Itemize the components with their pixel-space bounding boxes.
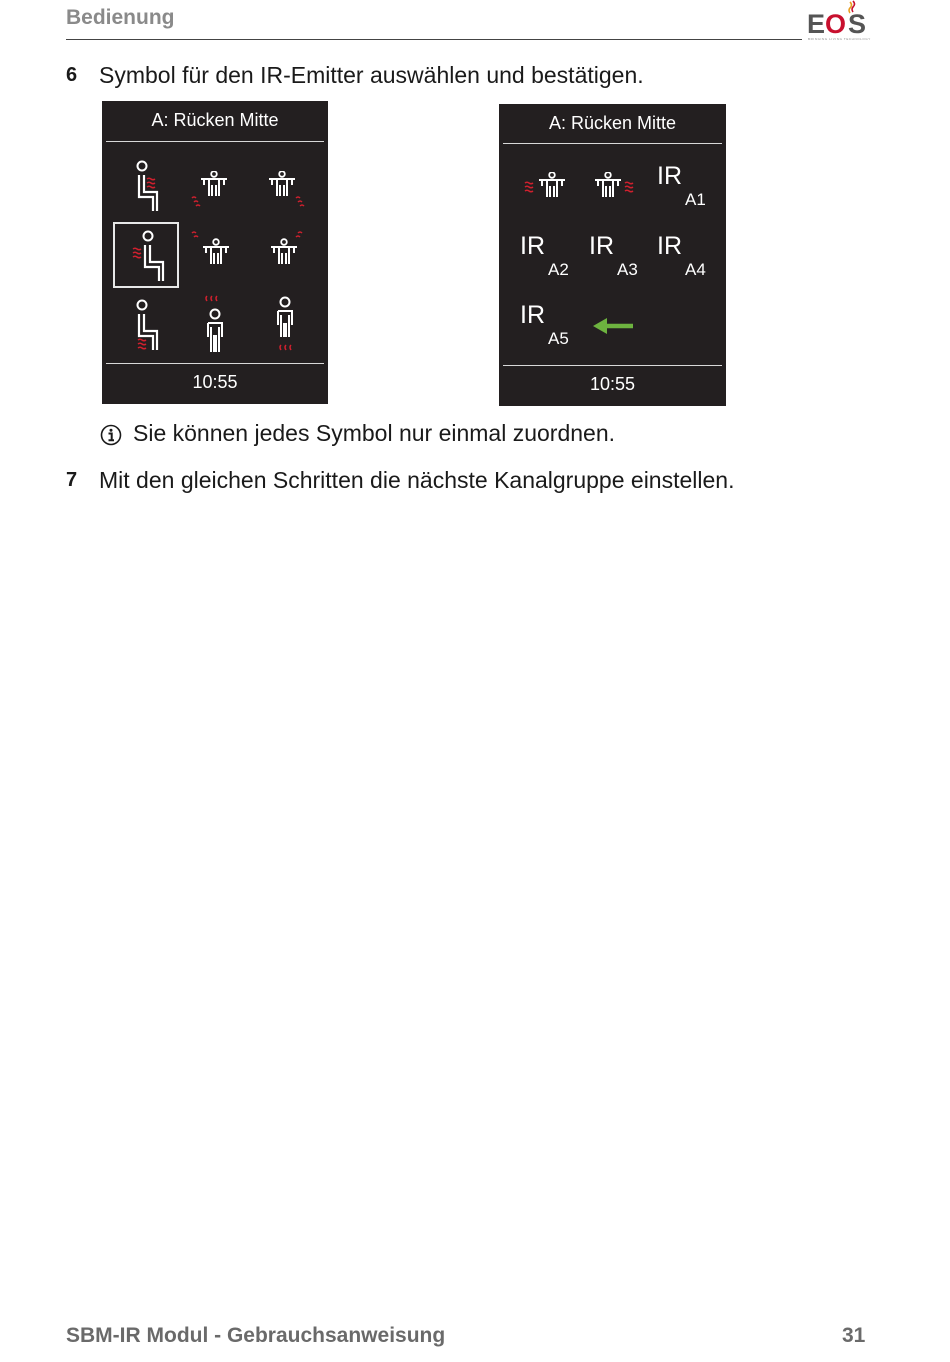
figure-arms-heat-left-icon[interactable]	[188, 171, 232, 213]
figure-arms-heat-upper-left-icon[interactable]	[188, 229, 232, 271]
ir-channel: A4	[685, 260, 706, 279]
screen-divider	[106, 363, 324, 364]
step-text: Mit den gleichen Schritten die nächste Kanalgruppe einstellen.	[99, 467, 735, 493]
figure-arms-heat-upper-right-icon[interactable]	[264, 229, 308, 271]
ir-emitter-a3[interactable]	[589, 232, 659, 292]
figure-arms-heat-left-icon[interactable]	[523, 172, 567, 204]
note-text: Sie können jedes Symbol nur einmal zuordnen.	[133, 420, 616, 446]
standing-head-heat-icon[interactable]	[198, 295, 230, 355]
header-title: Bedienung	[66, 6, 175, 29]
ir-emitter-a2[interactable]	[520, 232, 590, 292]
eos-logo	[806, 0, 872, 42]
screen-title: A: Rücken Mitte	[548, 113, 677, 133]
ir-label: IR	[657, 162, 682, 190]
figure-arms-heat-right-icon[interactable]	[264, 171, 308, 213]
seated-back-heat-selected-icon[interactable]	[128, 229, 168, 285]
standing-feet-heat-icon[interactable]	[270, 295, 302, 355]
screen-divider	[106, 141, 324, 142]
display-screen-icon-selection	[102, 101, 328, 404]
footer-document-title: SBM-IR Modul - Gebrauchsanweisung	[66, 1324, 446, 1347]
svg-text:E: E	[807, 9, 826, 39]
step-number: 7	[66, 469, 78, 491]
screen-time: 10:55	[589, 374, 636, 394]
svg-text:O: O	[825, 9, 847, 39]
screen-divider	[503, 143, 722, 144]
ir-emitter-a1[interactable]	[657, 162, 727, 222]
header-divider	[66, 39, 802, 40]
ir-label: IR	[589, 232, 614, 260]
ir-channel: A3	[617, 260, 638, 279]
screen-title: A: Rücken Mitte	[151, 110, 279, 130]
svg-text:S: S	[848, 9, 867, 39]
page-number: 31	[842, 1324, 866, 1347]
step-text: Symbol für den IR-Emitter auswählen und bestätigen.	[99, 62, 644, 88]
ir-channel: A1	[685, 190, 706, 209]
info-icon	[100, 424, 122, 446]
screen-divider	[503, 365, 722, 366]
step-number: 6	[66, 64, 78, 86]
ir-channel: A5	[548, 329, 569, 348]
ir-emitter-a4[interactable]	[657, 232, 727, 292]
figure-arms-heat-right-icon[interactable]	[593, 172, 637, 204]
display-screen-ir-assignment	[499, 104, 726, 406]
ir-label: IR	[657, 232, 682, 260]
ir-channel: A2	[548, 260, 569, 279]
ir-label: IR	[520, 232, 545, 260]
svg-text:BRINGING LIVING TECHNOLOGY: BRINGING LIVING TECHNOLOGY	[808, 37, 871, 41]
ir-label: IR	[520, 301, 545, 329]
seated-back-heat-icon[interactable]	[132, 159, 168, 215]
ir-emitter-a5[interactable]	[520, 301, 590, 361]
screen-time: 10:55	[192, 372, 238, 392]
back-arrow-icon[interactable]	[591, 316, 635, 336]
seated-legs-heat-icon[interactable]	[132, 298, 168, 354]
